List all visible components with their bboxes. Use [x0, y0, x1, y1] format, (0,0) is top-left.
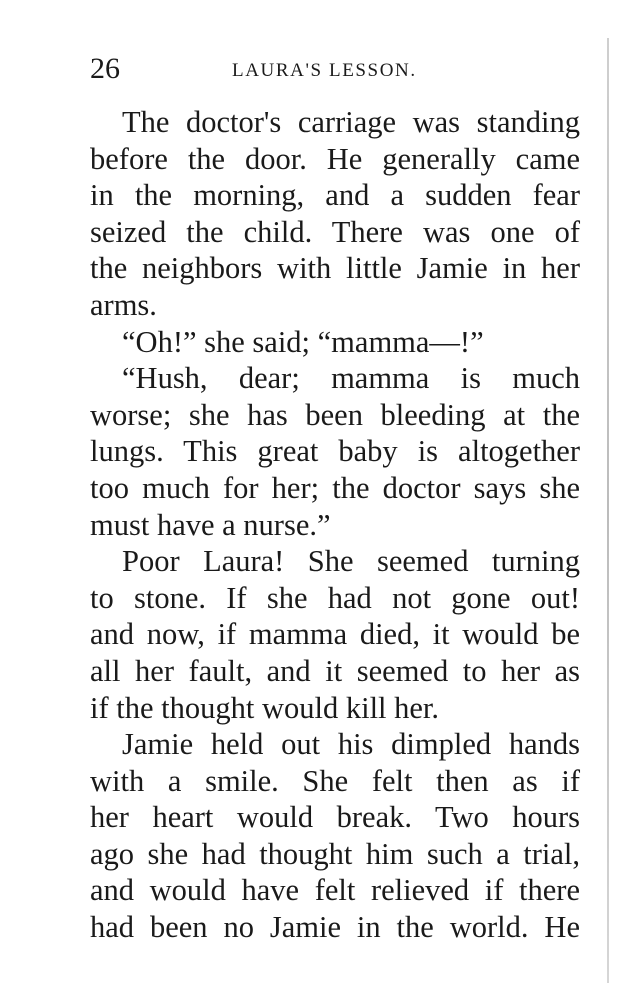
text-line: too much for her; the doctor says she — [90, 470, 580, 505]
running-title: LAURA'S LESSON. — [232, 60, 417, 81]
text-line: if the thought would kill her. — [90, 690, 440, 725]
text-line: in the morning, and a sudden fear — [90, 178, 580, 213]
text-line: “Oh!” she said; “mamma—!” — [122, 324, 484, 359]
text-line: Poor Laura! She seemed turning — [122, 544, 580, 579]
text-line: with a smile. She felt then as if — [90, 763, 580, 798]
text-line: “Hush, dear; mamma is much — [122, 361, 580, 396]
text-line: the neighbors with little Jamie in her — [90, 251, 580, 286]
text-line: her heart would break. Two hours — [90, 800, 580, 835]
text-line: all her fault, and it seemed to her as — [90, 653, 580, 688]
text-line: and now, if mamma died, it would be — [90, 617, 580, 652]
text-line: to stone. If she had not gone out! — [90, 580, 580, 615]
text-line: and would have felt relieved if there — [90, 873, 580, 908]
text-line: arms. — [90, 287, 157, 322]
text-line: lungs. This great baby is altogether — [90, 434, 580, 469]
text-line: seized the child. There was one of — [90, 214, 580, 249]
body-text — [90, 104, 580, 946]
page-number: 26 — [90, 52, 120, 85]
running-head — [90, 52, 580, 92]
text-line: The doctor's carriage was standing — [122, 105, 580, 139]
page-edge-line — [607, 38, 609, 983]
text-line: had been no Jamie in the world. He — [90, 910, 580, 945]
text-line: must have a nurse.” — [90, 507, 331, 542]
text-line: ago she had thought him such a trial, — [90, 836, 580, 871]
text-line: before the door. He generally came — [90, 141, 580, 176]
text-line: Jamie held out his dimpled hands — [122, 727, 580, 762]
text-line: worse; she has been bleeding at the — [90, 397, 580, 432]
